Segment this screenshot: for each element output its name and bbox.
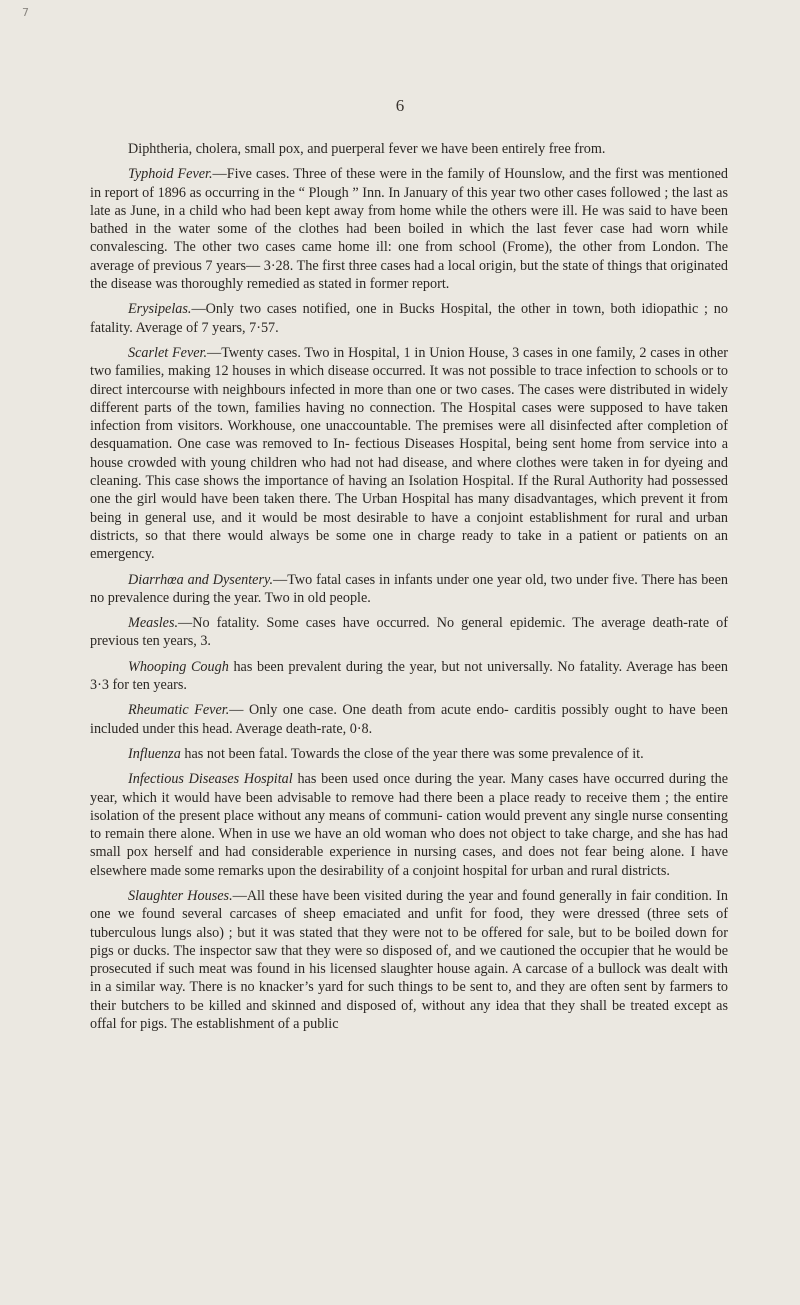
paragraph-text: —No fatality. Some cases have occurred. No general epidemic. The average death-rate of previous ten years, 3. [90, 615, 728, 650]
paragraph-text: —Five cases. Three of these were in the family of Hounslow, and the first was mentioned in report of 1896 as occurring in the “ Plough ” Inn. In January of this year two other cases followed ; the last as late as June, in a child who had been kept away from home while the others were ill. He was said to have been bathed in the water some of the clothes had been boiled in which the last fever case had worn while convalescing. The other two cases came home ill: one from school (Frome), the other from London. The average of previous 7 years— 3·28. The first three cases had a local origin, but the state of things that originated the disease was thoroughly remedied as stated in former report. [90, 166, 728, 293]
paragraph-text: —Only two cases notified, one in Bucks Hospital, the other in town, both idiopathic ; no fatality. Average of 7 years, 7·57. [90, 301, 728, 336]
paragraph-text: has not been fatal. Towards the close of the year there was some prevalence of it. [180, 745, 644, 762]
page-number: 6 [395, 96, 405, 115]
paragraph-text: Diphtheria, cholera, small pox, and puerperal fever we have been entirely free from. [128, 141, 606, 157]
paragraph-heading: Typhoid Fever. [128, 166, 213, 183]
paragraph-heading: Whooping Cough [128, 658, 229, 675]
paragraph-measles [90, 614, 728, 651]
paragraph-heading: Scarlet Fever. [128, 344, 208, 361]
paragraph-rheumatic-fever [90, 701, 728, 738]
paragraph-erysipelas [90, 300, 728, 337]
paragraph-heading: Influenza [128, 745, 181, 762]
paragraph-text: — Only one case. One death from acute endo- carditis possibly ought to have been included under this head. Average death-rate, 0·8. [90, 702, 728, 737]
paragraph-heading: Diarrhœa and Dysentery. [128, 571, 274, 588]
paragraph-scarlet-fever [90, 344, 728, 564]
paragraph-text: —Two fatal cases in infants under one year old, two under five. There has been no prevalence during the year. Two in old people. [90, 571, 728, 606]
paragraph-heading: Erysipelas. [128, 301, 192, 318]
paragraph-text: —All these have been visited during the year and found generally in fair condition. In one we found several carcases of sheep emaciated and unfit for food, they were dressed (three sets of tuberculous lungs also) ; but it was stated that they were not to be offered for sale, but to be boiled down for pigs or ducks. The inspector saw that they were so disposed of, and we cautioned the occupier that he would be prosecuted if such meat was found in his licensed slaughter house again. A carcase of a bullock was dealt with in a similar way. There is no knacker’s yard for such things to be sent to, and they are often sent by farmers to their butchers to be killed and skinned and disposed of, without any idea that they shall be treated except as offal for pigs. The establishment of a public [90, 887, 728, 1033]
paragraph-text: has been used once during the year. Many cases have occurred during the year, which it would have been advisable to remove had there been a place ready to receive them ; the entire isolation of the present place without any means of communi- cation would prevent any single nurse consenting to remain there alone. When in use we have an old woman who does not object to take charge, and she has had small pox herself and had considerable experience in nursing cases, and does not fear being alone. I have elsewhere made some remarks upon the desirability of a conjoint hospital for urban and rural districts. [90, 771, 728, 879]
paragraph-influenza [90, 745, 728, 763]
paragraph-diarrhoea [90, 571, 728, 608]
corner-mark: 7 [22, 6, 29, 19]
paragraph-text: has been prevalent during the year, but not universally. No fatality. Average has been 3·3 for ten years. [90, 658, 728, 694]
paragraph-whooping-cough [90, 658, 728, 695]
paragraph-infectious-hospital [90, 770, 728, 880]
paragraph-heading: Infectious Diseases Hospital [128, 771, 293, 788]
paragraph-heading: Rheumatic Fever. [128, 702, 230, 719]
paragraph-slaughter-houses [90, 887, 728, 1033]
paragraph-diseases-free [90, 140, 728, 158]
body-text [90, 140, 728, 1040]
paragraph-heading: Slaughter Houses. [128, 887, 233, 904]
paragraph-heading: Measles. [128, 615, 179, 632]
paragraph-typhoid [90, 165, 728, 293]
paragraph-text: —Twenty cases. Two in Hospital, 1 in Union House, 3 cases in one family, 2 cases in other two families, making 12 houses in which disease occurred. It was not possible to trace infection to schools or to direct intercourse with neighbours infected in more than one or two cases. The cases were distributed in widely different parts of the town, families having no connection. The Hospital cases were supposed to have taken infection from visitors. Workhouse, one unaccountable. The premises were all disinfected after completion of desquamation. One case was removed to In- fectious Diseases Hospital, being sent home from service into a house crowded with young children who had not had disease, and where clothes were taken in for dyeing and cleaning. This case shows the importance of having an Isolation Hospital. If the Rural Authority had possessed one the girl would have been taken there. The Urban Hospital has many disadvantages, which prevent it from being in general use, and it would be most desirable to have a conjoint establishment for rural and urban districts, so that there would always be some one in charge ready to take in a patient or patients on an emergency. [90, 344, 728, 563]
